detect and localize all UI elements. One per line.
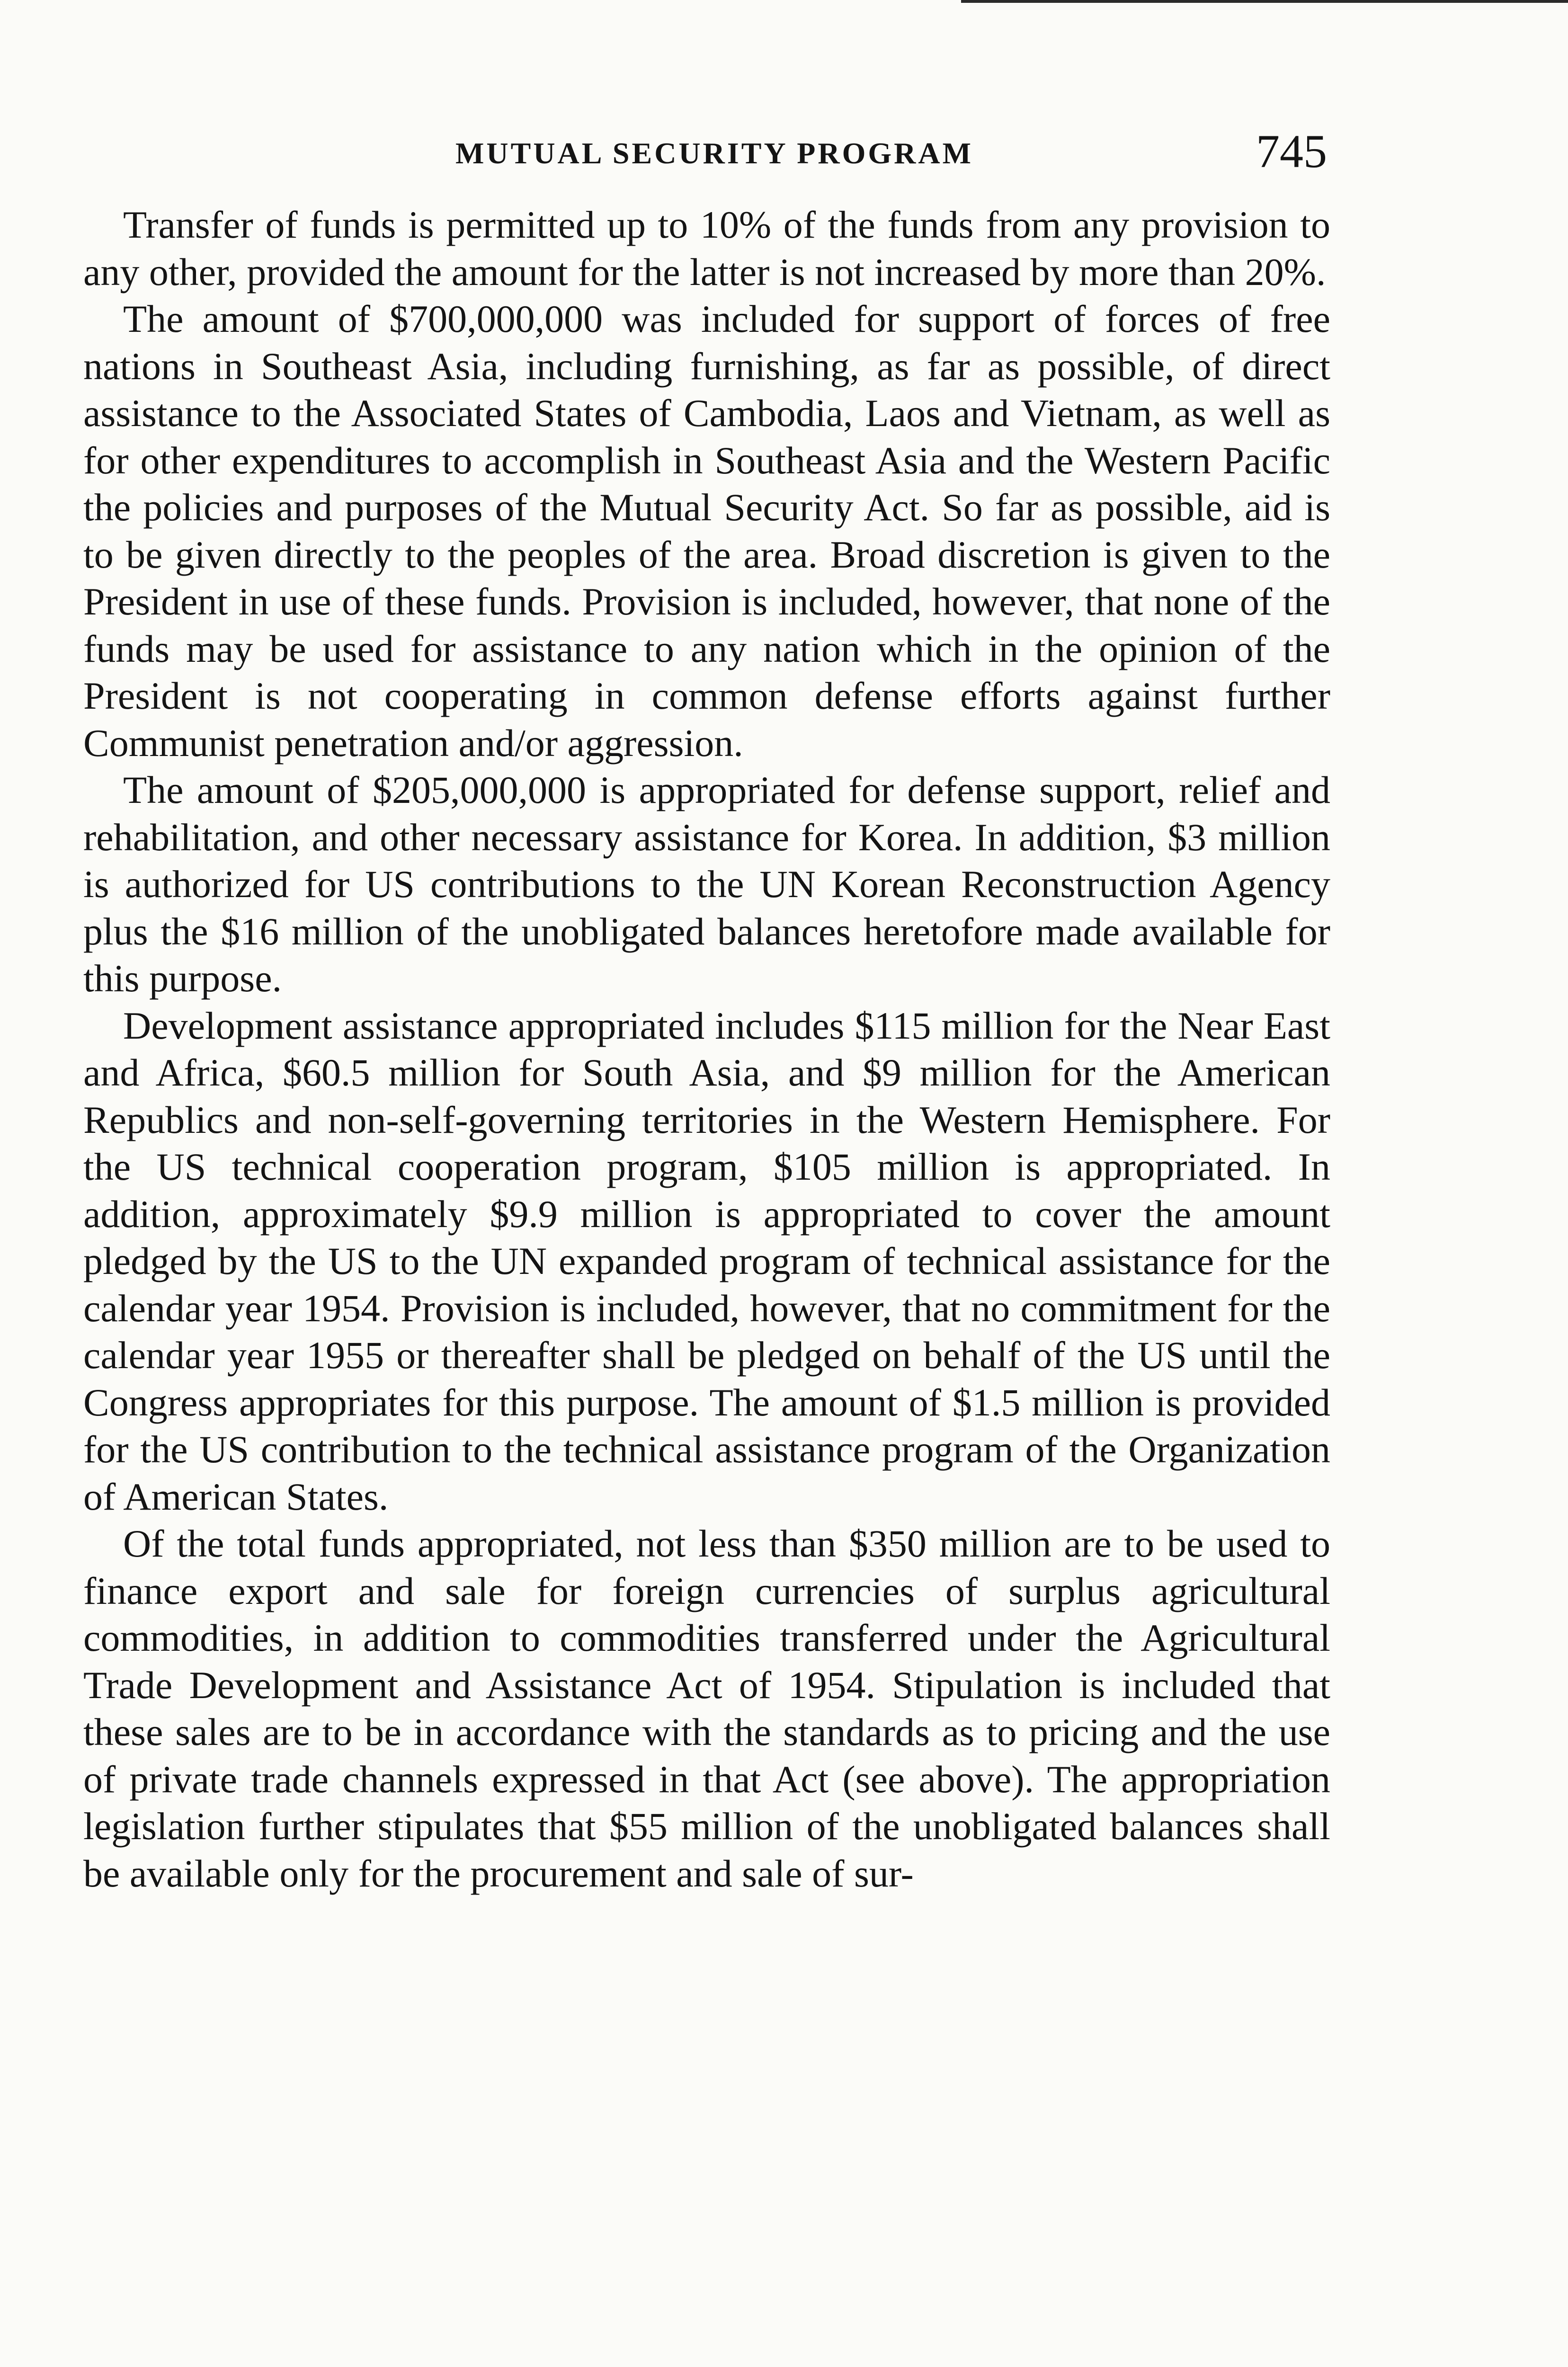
page-number: 745 <box>1256 125 1327 178</box>
paragraph-development-assistance: Development assistance appropriated includes $115 million for the Near East and Africa, $60.5 million for South Asia, and $9 million for the American Republics and non-self-governing territories in the Western Hemisphere. For the US technical cooperation program, $105 million is appropriated. In addition, approximately $9.9 million is appropriated to cover the amount pledged by the US to the UN expanded program of technical assistance for the calendar year 1954. Provision is included, however, that no commitment for the calendar year 1955 or thereafter shall be pledged on behalf of the US until the Congress appropriates for this purpose. The amount of $1.5 million is provided for the US contribution to the technical assistance program of the Organization of American States. <box>83 1004 1330 1518</box>
paragraph-southeast-asia: The amount of $700,000,000 was included for support of forces of free nations in Southeast Asia, including furnishing, as far as possible, of direct assistance to the Associated States of Cambodia, Laos and Vietnam, as well as for other expenditures to accomplish in Southeast Asia and the Western Pacific the policies and purposes of the Mutual Security Act. So far as possible, aid is to be given directly to the peoples of the area. Broad discretion is given to the President in use of these funds. Provision is included, however, that none of the funds may be used for assistance to any nation which in the opinion of the President is not cooperating in common defense efforts against further Communist penetration and/or aggression. <box>83 297 1330 765</box>
body-text <box>83 201 1330 1897</box>
top-edge-rule <box>961 0 1568 3</box>
paragraph-agricultural-commodities: Of the total funds appropriated, not less than $350 million are to be used to finance export and sale for foreign currencies of surplus agricultural commodities, in addition to commodities transferred under the Agricultural Trade Development and Assistance Act of 1954. Stipulation is included that these sales are to be in accordance with the standards as to pricing and the use of private trade channels expressed in that Act (see above). The appropriation legislation further stipulates that $55 million of the unobligated balances shall be available only for the procurement and sale of sur- <box>83 1522 1330 1895</box>
paragraph-fund-transfer: Transfer of funds is permitted up to 10% of the funds from any provision to any other, provided the amount for the latter is not increased by more than 20%. <box>83 203 1330 294</box>
running-title: MUTUAL SECURITY PROGRAM <box>455 136 973 170</box>
running-head <box>0 124 1568 181</box>
paragraph-korea: The amount of $205,000,000 is appropriated for defense support, relief and rehabilitation, and other necessary assistance for Korea. In addition, $3 million is authorized for US contributions to the UN Korean Reconstruction Agency plus the $16 million of the unobligated balances heretofore made available for this purpose. <box>83 768 1330 1000</box>
